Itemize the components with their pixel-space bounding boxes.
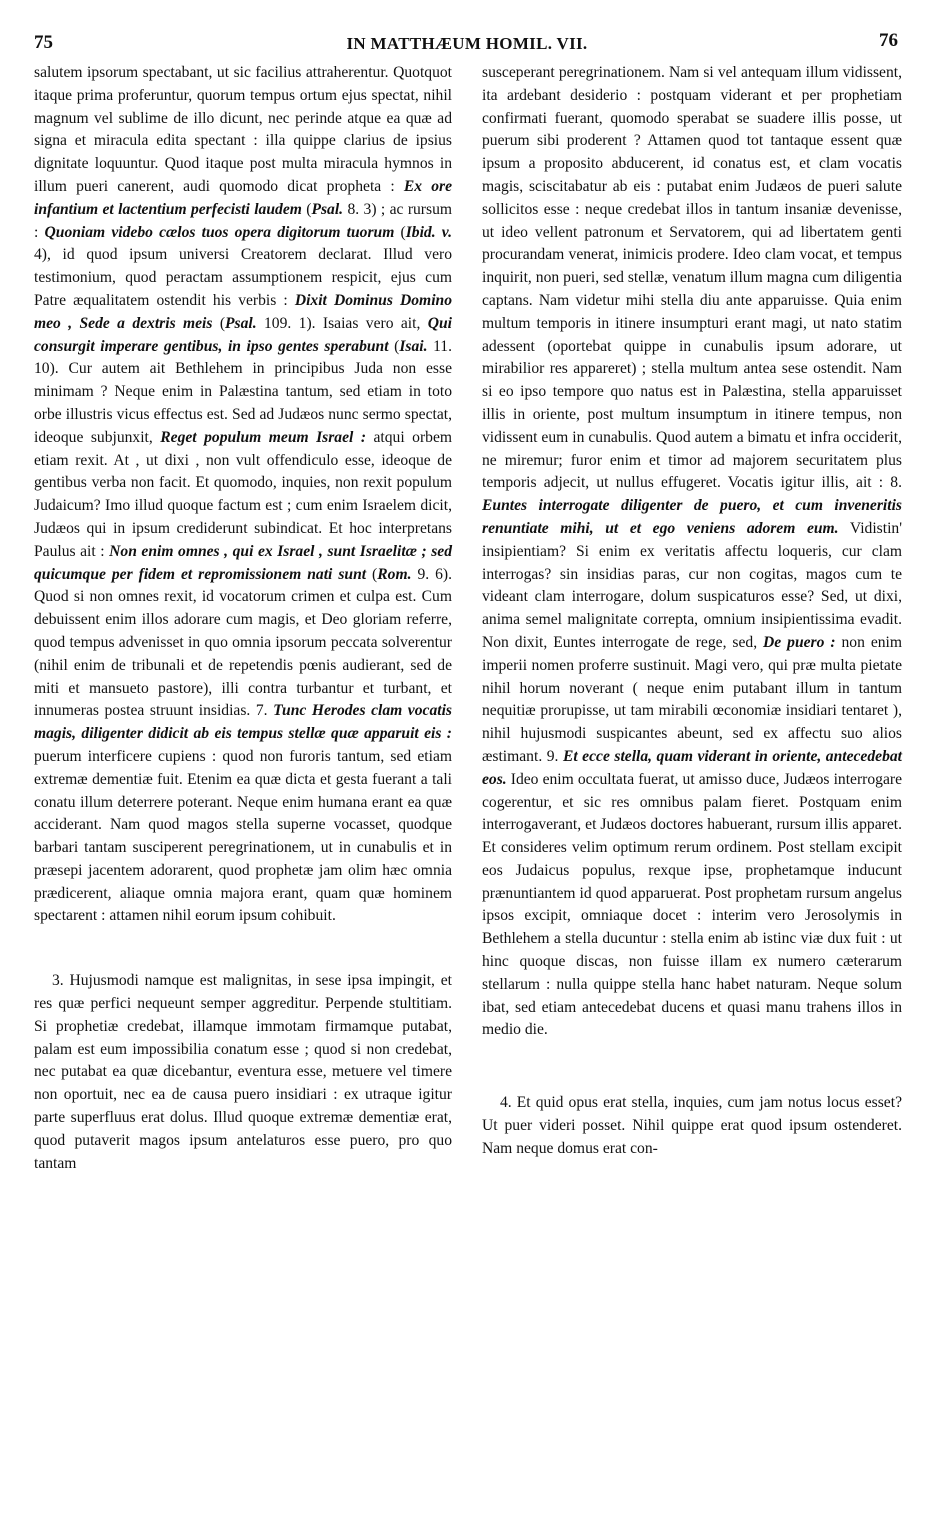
text-run: 8. 3) ; ac rursum :	[34, 200, 452, 241]
text-run: salutem ipsorum spectabant, ut sic facilius attraherentur. Quotquot itaque prima proferuntur, quorum tempus ortum ejus spectat, nihil magnum vel sublime de illo dicunt, nec perinde atque ea quæ ad signa et miracula edita spectant : illa quippe clarius de ipsius dignitate loquuntur. Quod itaque post multa miracula hymnos in illum pueri canerent, audi quomodo dicat propheta :	[34, 64, 452, 195]
left-page-number: 75	[34, 32, 53, 53]
text-run: Ideo enim occultata fuerat, ut amisso duce, Judæos interrogare cogerentur, et sic res omnibus palam fieret. Postquam enim interrogaverant, et Judæos doctores habuerant, rursum illis apparet. Et consideres velim optimum rerum ordinem. Post stellam excipit eos Judaicus populus, rexque ipse, prophetamque inducunt prænuntiantem id quod apparuerat. Post prophetam rursum angelus ipsos excipit, omniaque docet : interim vero Jerosolymis in Bethlehem a stella ducuntur : stella enim ab istinc viæ dux fuit : ut hinc quoque discas, non fuisse illam ex numero cæterarum stellarum : nulla quippe stella hanc habet naturam. Neque solum ibat, sed etiam antecedebat ducens et quasi manu trahens illos in medio die.	[482, 770, 902, 1039]
italic-quotation: Psal.	[225, 314, 257, 332]
italic-quotation: Et ecce stella, quam viderant in oriente, antecedebat eos.	[482, 747, 902, 788]
text-run: 109. 1). Isaias vero ait,	[256, 314, 428, 332]
left-column	[34, 62, 452, 1175]
text-run: (	[394, 223, 406, 241]
text-run: 4), id quod ipsum universi Creatorem declarat. Illud vero testimonium, quod peractam assumptionem respicit, ejus cum Patre æqualitatem ostendit his verbis :	[34, 246, 452, 309]
text-run: susceperant peregrinationem. Nam si vel antequam illum vidissent, ita ardebant desiderio : postquam viderant et per prophetiam confirmati fuerant, quomodo sperabat se suadere illis posse, ut puerum sibi proderent ? Attamen quod tot tantaque essent quæ ipsum a proposito abducerent, id conatus est, et clam vocatis magis, sciscitabatur ab eis : putabat enim Judæos de pueri salute sollicitos esse : neque credebat illos in tantum insaniæ devenisse, ut ideo vellent patronum et Servatorem, qui ad libertatem genti procurandam venerat, inimicis prodere. Ideo clam vocat, et tempus inquirit, non pueri, sed stellæ, venatum illum magna cum diligentia captans. Nam videtur mihi stella diu ante apparuisse. Quia enim multum temporis in itinere insumpturi erant magi, ut nato statim adessent (oportebat quippe in cunabulis ipsum adorare, ut mirabilior res appareret) ; stella multum antea sese ostendit. Nam si eo ipso tempore quo natus est in Palæstina, stella apparuisset illis in oriente, post multum insumptum in itinere tempus, non vidissent eum in cunabulis. Quod autem a bimatu et infra occiderit, ne miremur; furor enim et timor ad majorem securitatem plus temporis adjecit, ut nullus effugeret. Vocatis igitur illis, ait : 8.	[482, 64, 902, 492]
italic-quotation: Isai.	[399, 337, 428, 355]
paragraph-gap	[34, 928, 452, 970]
left-paragraph-1	[34, 62, 452, 928]
text-run: atqui orbem etiam rexit. At , ut dixi , non vult offendiculo esse, ideoque de gentibus verba non facit. Et quomodo, inquies, non rexit populum Judaicum? Imo illud quoque factum est ; cum enim Israelem dicit, Judæos qui in ipsum crediderunt subindicat. Et hoc interpretans Paulus ait :	[34, 428, 452, 560]
italic-quotation: Non enim omnes , qui ex Israel , sunt Israelitæ ; sed quicumque per fidem et repromissionem nati sunt	[34, 542, 453, 583]
italic-quotation: Quoniam videbo cælos tuos opera digitorum tuorum	[44, 223, 395, 241]
text-run: puerum interficere cupiens : quod non furoris tantum, sed etiam extremæ dementiæ fuit. Etenim ea quæ dicta et gesta fuerant a tali conatu illum deterrere poterant. Neque enim humana erant ea quæ acciderant. Nam quod magos stella superne vocasset, quodque barbari tantam susciperent peregrinationem, ut in cunabulis et in præsepi jacentem adorarent, quod prophetæ jam olim hæc omnia prædicerent, aliaque omnia majora erant, quam quæ hominem spectarent : attamen nihil eorum ipsum cohibuit.	[34, 747, 452, 925]
page-header	[0, 30, 934, 58]
italic-quotation: Reget populum meum Israel :	[160, 428, 367, 446]
italic-quotation: Ibid. v.	[405, 223, 453, 241]
paragraph-gap	[482, 1042, 902, 1092]
text-run: (	[212, 314, 226, 332]
text-run: (	[366, 565, 378, 583]
text-run: (	[388, 337, 400, 355]
right-paragraph-2: 4. Et quid opus erat stella, inquies, cum jam notus locus esset? Ut puer videri posset. Nihil quippe erat quod ipsum ostenderet. Nam neque domus erat con-	[482, 1094, 902, 1157]
italic-quotation: Rom.	[377, 565, 412, 583]
italic-quotation: Qui consurgit imperare gentibus, in ipso gentes sperabunt	[34, 314, 452, 355]
right-page-number: 76	[879, 30, 898, 51]
running-title: IN MATTHÆUM HOMIL. VII.	[346, 34, 588, 53]
left-paragraph-2: 3. Hujusmodi namque est malignitas, in sese ipsa impingit, et res quæ perfici nequeunt semper aggreditur. Perpende stultitiam. Si prophetiæ credebat, illamque immotam firmamque putabat, palam est eum impossibilia conatum esse ; quod si non credebat, nec putabat ea quæ dicebantur, eventura esse, metuere vel timere non oportuit, nec ea de causa puero insidiari : ex utraque igitur parte superfluus erat dolus. Illud quoque extremæ dementiæ erat, quod putaverit magos ipsum antelaturos esse puero, pro quo tantam	[34, 972, 452, 1172]
right-paragraph-1	[482, 62, 902, 1042]
italic-quotation: Ex ore infantium et lactentium perfecisti laudem	[34, 177, 452, 218]
text-run: 9. 6). Quod si non omnes rexit, id vocatorum crimen et culpa est. Cum debuissent enim illos adorare cum magis, et Deo gloriam referre, quod tempus advenisset in quo omnia ipsorum peccata solverentur (nihil enim de tribunali et de repetendis pœnis audierant, sed de miti et mansueto pastore), illi contra turbantur et turbant, et innumeras postea struunt insidias. 7.	[34, 565, 452, 720]
italic-quotation: Dixit Dominus Domino meo , Sede a dextris meis	[34, 291, 452, 332]
italic-quotation: Tunc Herodes clam vocatis magis, diligenter didicit ab eis tempus stellæ quæ apparuit eis :	[34, 702, 452, 743]
italic-quotation: Psal.	[311, 200, 344, 218]
text-run: Vidistin' insipientiam? Si enim ex veritatis affectu loqueris, cur clam interrogas? sin insidias paras, cur non cogitas, magos cum te videant clam interrogare, dolum suspicaturos esse? Sed, ut dixi, anima semel malignitate correpta, omnium insipientissima evadit. Non dixit, Euntes interrogate de rege, sed,	[482, 519, 903, 651]
right-column	[482, 62, 902, 1161]
italic-quotation: Euntes interrogate diligenter de puero, et cum inveneritis renuntiate mihi, ut et ego veniens adorem eum.	[482, 497, 902, 537]
italic-quotation: De puero :	[763, 633, 836, 651]
text-run: (	[301, 200, 312, 218]
text-run: 11. 10). Cur autem ait Bethlehem in principibus Juda non esse minimam ? Neque enim in Palæstina tantum, sed etiam in toto orbe illustris vicus effectus est. Sed ad Judæos nunc sermo spectat, ideoque subjunxit,	[34, 337, 452, 446]
text-run: non enim imperii nomen proferre sustinuit. Magi vero, qui præ multa pietate nihil horum noverant ( neque enim putabant illum in tantum nequitiæ prorupisse, ut tam mirabili œconomiæ insidiari tentaret ), nihil hujusmodi suspicantes abeunt, sed ex affectu suo alios æstimant. 9.	[482, 633, 902, 765]
